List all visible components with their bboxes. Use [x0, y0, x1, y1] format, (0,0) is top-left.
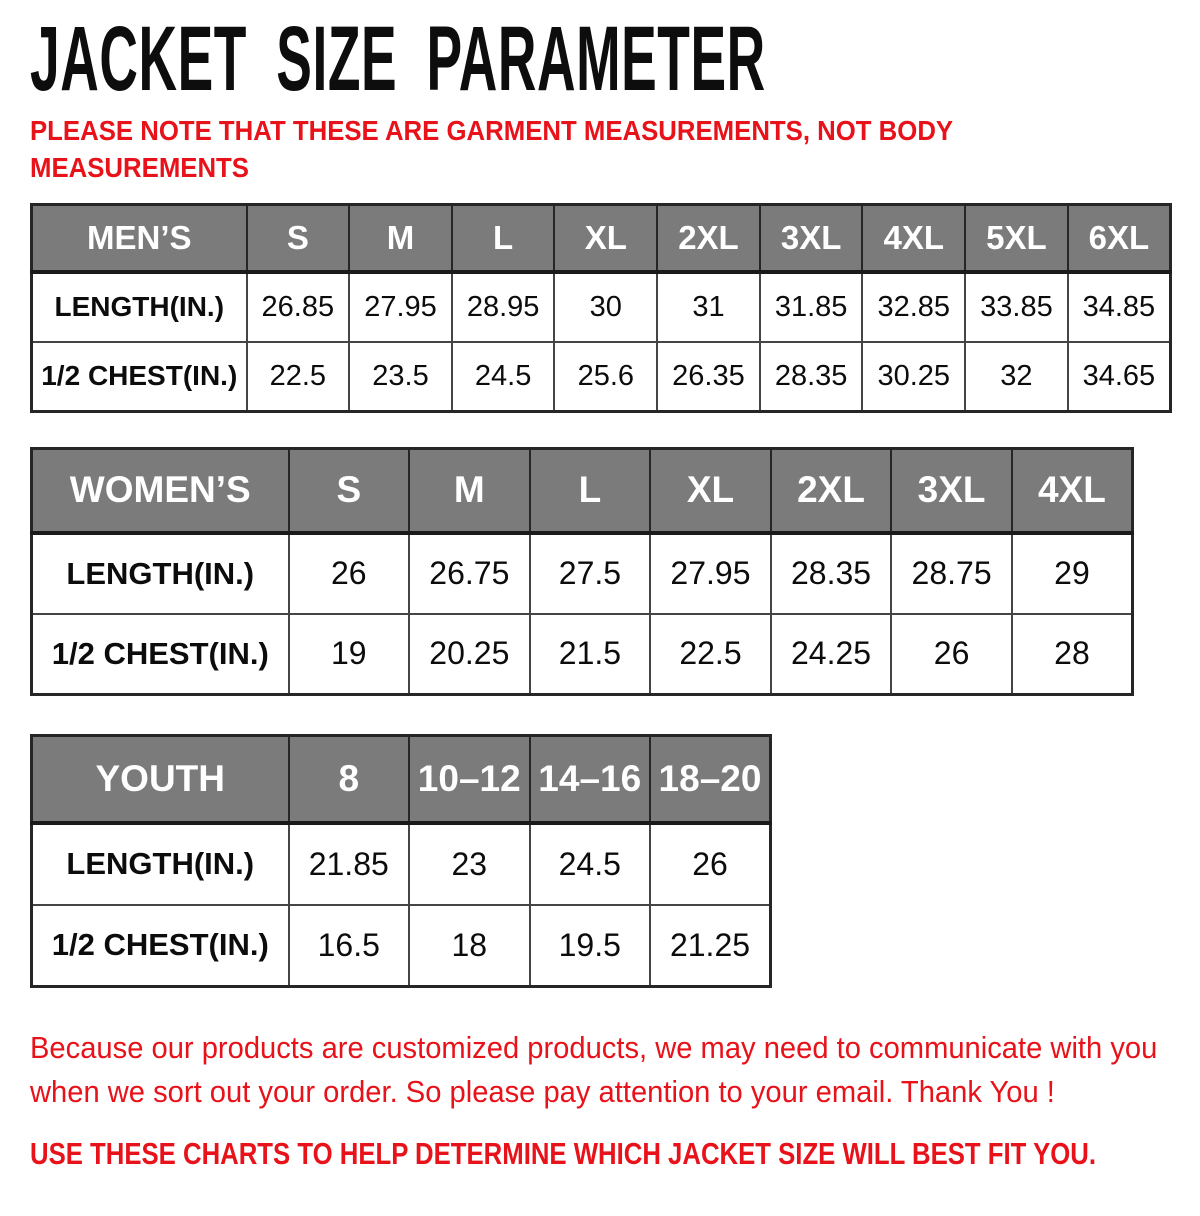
size-column-header: 3XL	[891, 449, 1012, 533]
measurement-value-cell: 26.35	[657, 342, 760, 412]
garment-measurement-note-line-1: PLEASE NOTE THAT THESE ARE GARMENT MEASUREMENTS, NOT BODY	[30, 115, 954, 146]
size-table	[30, 203, 1172, 413]
measurement-value-cell: 28.75	[891, 533, 1012, 614]
size-column-header: 14–16	[530, 736, 651, 823]
size-table-header-row	[32, 205, 1171, 272]
table-group-header: MEN’S	[32, 205, 247, 272]
measurement-row-label: 1/2 CHEST(IN.)	[32, 614, 289, 695]
customization-notice	[30, 1026, 1170, 1114]
measurement-value-cell: 27.95	[349, 272, 452, 342]
measurement-value-cell: 31	[657, 272, 760, 342]
measurement-value-cell: 30.25	[862, 342, 965, 412]
page-title: JACKET SIZE PARAMETER	[30, 8, 766, 110]
size-column-header: L	[530, 449, 651, 533]
size-column-header: 4XL	[1012, 449, 1133, 533]
measurement-value-cell: 25.6	[554, 342, 657, 412]
youth-size-table	[30, 734, 1170, 988]
measurement-row	[32, 614, 1133, 695]
size-column-header: 3XL	[760, 205, 863, 272]
measurement-value-cell: 19	[289, 614, 410, 695]
measurement-row-label: LENGTH(IN.)	[32, 533, 289, 614]
size-column-header: 8	[289, 736, 410, 823]
measurement-value-cell: 28.35	[760, 342, 863, 412]
measurement-value-cell: 16.5	[289, 905, 410, 987]
size-column-header: XL	[554, 205, 657, 272]
size-table	[30, 447, 1134, 696]
measurement-value-cell: 34.65	[1068, 342, 1171, 412]
size-column-header: L	[452, 205, 555, 272]
measurement-value-cell: 18	[409, 905, 530, 987]
measurement-row	[32, 342, 1171, 412]
measurement-row-label: 1/2 CHEST(IN.)	[32, 342, 247, 412]
measurement-value-cell: 31.85	[760, 272, 863, 342]
size-column-header: M	[409, 449, 530, 533]
measurement-value-cell: 23.5	[349, 342, 452, 412]
measurement-value-cell: 28	[1012, 614, 1133, 695]
garment-measurement-note-line-2: MEASUREMENTS	[30, 152, 249, 183]
measurement-value-cell: 22.5	[650, 614, 771, 695]
mens-size-table	[30, 203, 1170, 413]
customization-notice-line-2: when we sort out your order. So please pay attention to your email. Thank You !	[30, 1074, 1055, 1109]
measurement-value-cell: 21.85	[289, 823, 410, 905]
womens-size-table	[30, 447, 1170, 696]
measurement-value-cell: 30	[554, 272, 657, 342]
size-column-header: 6XL	[1068, 205, 1171, 272]
measurement-row	[32, 905, 771, 987]
measurement-value-cell: 34.85	[1068, 272, 1171, 342]
size-column-header: 10–12	[409, 736, 530, 823]
measurement-value-cell: 29	[1012, 533, 1133, 614]
usage-note	[30, 1134, 1170, 1174]
size-column-header: S	[289, 449, 410, 533]
measurement-value-cell: 32	[965, 342, 1068, 412]
measurement-value-cell: 27.95	[650, 533, 771, 614]
size-column-header: M	[349, 205, 452, 272]
measurement-value-cell: 23	[409, 823, 530, 905]
measurement-value-cell: 24.25	[771, 614, 892, 695]
size-column-header: 5XL	[965, 205, 1068, 272]
measurement-value-cell: 33.85	[965, 272, 1068, 342]
measurement-value-cell: 32.85	[862, 272, 965, 342]
measurement-row	[32, 533, 1133, 614]
size-table-header-row	[32, 449, 1133, 533]
size-table	[30, 734, 772, 988]
garment-measurement-note	[30, 112, 1170, 186]
table-group-header: YOUTH	[32, 736, 289, 823]
measurement-row-label: 1/2 CHEST(IN.)	[32, 905, 289, 987]
size-column-header: XL	[650, 449, 771, 533]
measurement-row-label: LENGTH(IN.)	[32, 272, 247, 342]
size-table-header-row	[32, 736, 771, 823]
measurement-value-cell: 28.95	[452, 272, 555, 342]
usage-note-line: USE THESE CHARTS TO HELP DETERMINE WHICH JACKET SIZE WILL BEST FIT YOU.	[30, 1136, 1096, 1171]
size-column-header: 2XL	[771, 449, 892, 533]
measurement-value-cell: 21.25	[650, 905, 771, 987]
measurement-value-cell: 26	[650, 823, 771, 905]
measurement-value-cell: 24.5	[452, 342, 555, 412]
measurement-row-label: LENGTH(IN.)	[32, 823, 289, 905]
measurement-value-cell: 20.25	[409, 614, 530, 695]
measurement-value-cell: 26.85	[247, 272, 350, 342]
size-column-header: 2XL	[657, 205, 760, 272]
measurement-value-cell: 26.75	[409, 533, 530, 614]
table-group-header: WOMEN’S	[32, 449, 289, 533]
size-parameter-page	[0, 8, 1200, 1174]
measurement-value-cell: 27.5	[530, 533, 651, 614]
size-column-header: S	[247, 205, 350, 272]
measurement-value-cell: 26	[289, 533, 410, 614]
measurement-value-cell: 21.5	[530, 614, 651, 695]
measurement-value-cell: 28.35	[771, 533, 892, 614]
measurement-row	[32, 823, 771, 905]
measurement-value-cell: 19.5	[530, 905, 651, 987]
measurement-value-cell: 26	[891, 614, 1012, 695]
measurement-row	[32, 272, 1171, 342]
measurement-value-cell: 22.5	[247, 342, 350, 412]
size-column-header: 4XL	[862, 205, 965, 272]
customization-notice-line-1: Because our products are customized products, we may need to communicate with you	[30, 1030, 1158, 1065]
measurement-value-cell: 24.5	[530, 823, 651, 905]
size-column-header: 18–20	[650, 736, 771, 823]
